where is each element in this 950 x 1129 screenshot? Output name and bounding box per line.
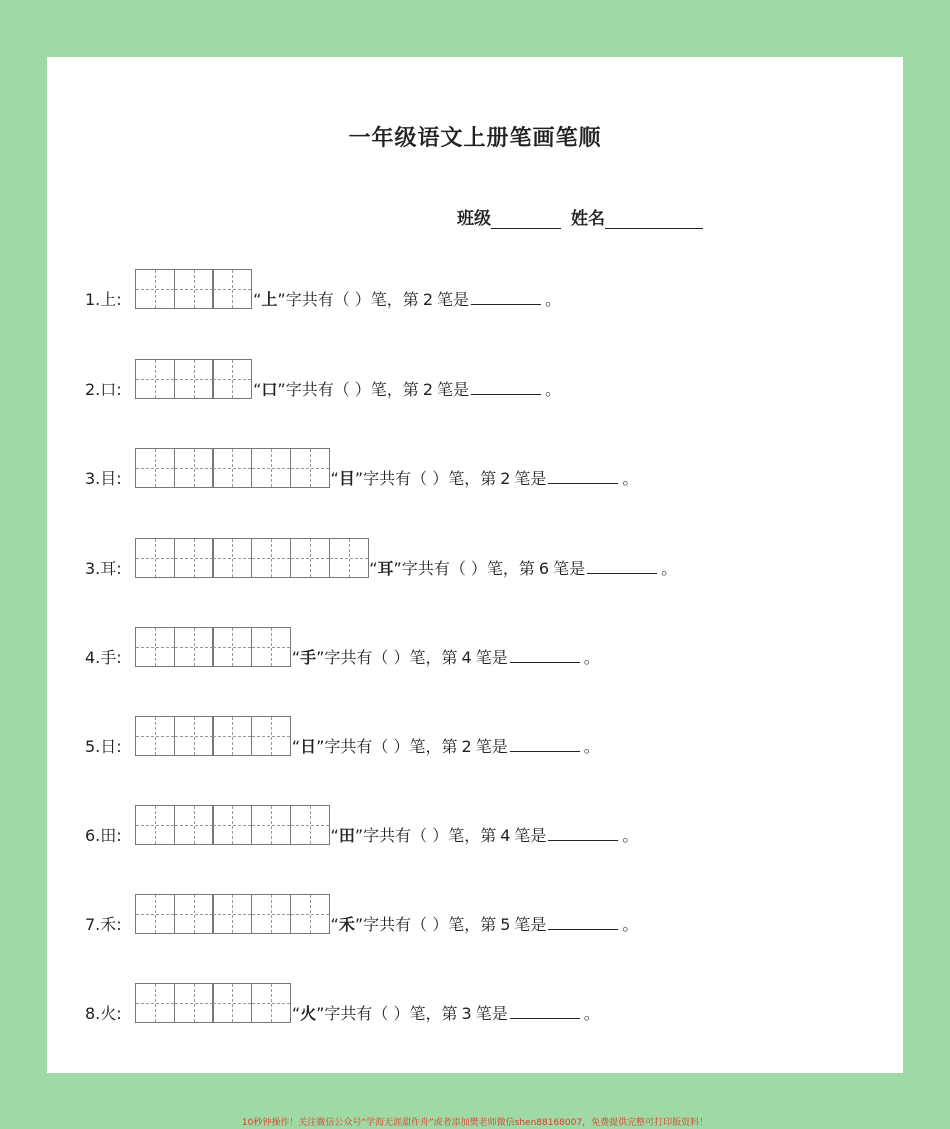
question-row <box>85 357 561 399</box>
question-tail: 笔是 <box>514 826 547 845</box>
period: 。 <box>583 1004 600 1023</box>
question-number: 3. <box>85 469 101 488</box>
question-tail: 笔是 <box>475 1004 508 1023</box>
period: 。 <box>622 915 639 934</box>
writing-grid <box>135 448 329 488</box>
question-text <box>253 290 561 309</box>
tianzige-cell[interactable] <box>212 716 252 756</box>
question-char: 日 <box>100 737 117 756</box>
question-number: 1. <box>85 290 101 309</box>
writing-grid <box>135 894 329 934</box>
question-row <box>85 625 600 667</box>
writing-grid <box>135 538 367 578</box>
question-label: 3.耳: <box>85 559 122 578</box>
answer-blank[interactable] <box>510 737 580 752</box>
stroke-number: 3 <box>461 1004 472 1023</box>
tianzige-cell[interactable] <box>212 359 252 399</box>
open-quote: “ <box>369 559 378 578</box>
period: 。 <box>545 380 562 399</box>
question-tail: 笔是 <box>437 380 470 399</box>
quoted-char: 火 <box>300 1004 317 1023</box>
answer-blank[interactable] <box>548 826 618 841</box>
answer-blank[interactable] <box>471 380 541 395</box>
tianzige-cell[interactable] <box>135 627 175 667</box>
open-quote: “ <box>291 648 301 667</box>
tianzige-cell[interactable] <box>212 269 252 309</box>
question-row <box>85 267 561 309</box>
question-char: 口 <box>100 380 117 399</box>
tianzige-cell[interactable] <box>329 538 369 578</box>
stroke-number: 2 <box>500 469 511 488</box>
tianzige-cell[interactable] <box>251 716 291 756</box>
question-row <box>85 446 638 488</box>
tianzige-cell[interactable] <box>135 269 175 309</box>
tianzige-cell[interactable] <box>290 448 330 488</box>
tianzige-cell[interactable] <box>251 448 291 488</box>
quoted-char: 目 <box>338 469 355 488</box>
question-text <box>331 469 639 488</box>
tianzige-cell[interactable] <box>251 538 291 578</box>
tianzige-cell[interactable] <box>290 805 330 845</box>
open-quote: “ <box>291 1004 301 1023</box>
period: 。 <box>545 290 562 309</box>
open-quote: “ <box>330 469 339 488</box>
tianzige-cell[interactable] <box>290 894 330 934</box>
name-blank[interactable] <box>605 212 703 229</box>
quoted-char: 日 <box>300 737 317 756</box>
question-text <box>331 915 639 934</box>
writing-grid <box>135 359 251 399</box>
question-char: 禾 <box>100 915 117 934</box>
question-row <box>85 892 638 934</box>
quoted-char: 口 <box>261 380 278 399</box>
question-middle: ”字共有（ ）笔，第 <box>316 648 458 667</box>
tianzige-cell[interactable] <box>251 627 291 667</box>
tianzige-cell[interactable] <box>212 983 252 1023</box>
question-tail: 笔是 <box>437 290 470 309</box>
question-char: 手 <box>100 648 117 667</box>
writing-grid <box>135 716 290 756</box>
open-quote: “ <box>253 380 262 399</box>
tianzige-cell[interactable] <box>135 805 175 845</box>
question-middle: ”字共有（ ）笔，第 <box>277 380 419 399</box>
tianzige-cell[interactable] <box>290 538 330 578</box>
answer-blank[interactable] <box>510 1004 580 1019</box>
tianzige-cell[interactable] <box>174 716 214 756</box>
quoted-char: 田 <box>338 826 355 845</box>
question-text <box>369 559 677 578</box>
question-row <box>85 803 638 845</box>
answer-blank[interactable] <box>587 559 657 574</box>
question-text <box>292 648 600 667</box>
tianzige-cell[interactable] <box>251 894 291 934</box>
answer-blank[interactable] <box>510 648 580 663</box>
writing-grid <box>135 627 290 667</box>
open-quote: “ <box>330 826 339 845</box>
question-number: 5. <box>85 737 101 756</box>
question-middle: ”字共有（ ）笔，第 <box>393 559 535 578</box>
tianzige-cell[interactable] <box>212 627 252 667</box>
question-char: 火 <box>100 1004 117 1023</box>
tianzige-cell[interactable] <box>212 805 252 845</box>
answer-blank[interactable] <box>471 290 541 305</box>
question-label: 4.手: <box>85 648 122 667</box>
question-tail: 笔是 <box>475 648 508 667</box>
period: 。 <box>583 648 600 667</box>
open-quote: “ <box>330 915 339 934</box>
worksheet-page <box>47 57 903 1073</box>
question-label: 5.日: <box>85 737 122 756</box>
question-label: 8.火: <box>85 1004 122 1023</box>
question-tail: 笔是 <box>553 559 586 578</box>
quoted-char: 禾 <box>338 915 355 934</box>
tianzige-cell[interactable] <box>174 448 214 488</box>
question-row <box>85 536 677 578</box>
quoted-char: 手 <box>300 648 317 667</box>
question-label: 1.上: <box>85 290 122 309</box>
period: 。 <box>622 469 639 488</box>
question-char: 上 <box>100 290 117 309</box>
question-middle: ”字共有（ ）笔，第 <box>316 1004 458 1023</box>
writing-grid <box>135 805 329 845</box>
stroke-number: 2 <box>422 290 433 309</box>
question-char: 目 <box>100 469 117 488</box>
class-label: 班级 <box>457 209 491 229</box>
student-info <box>457 204 713 229</box>
tianzige-cell[interactable] <box>251 983 291 1023</box>
period: 。 <box>583 737 600 756</box>
tianzige-cell[interactable] <box>174 805 214 845</box>
question-number: 7. <box>85 915 101 934</box>
tianzige-cell[interactable] <box>174 627 214 667</box>
tianzige-cell[interactable] <box>212 894 252 934</box>
writing-grid <box>135 269 251 309</box>
writing-grid <box>135 983 290 1023</box>
question-middle: ”字共有（ ）笔，第 <box>277 290 419 309</box>
question-number: 4. <box>85 648 101 667</box>
question-middle: ”字共有（ ）笔，第 <box>354 826 497 845</box>
name-label: 姓名 <box>571 209 605 229</box>
question-label: 7.禾: <box>85 915 122 934</box>
tianzige-cell[interactable] <box>174 538 214 578</box>
tianzige-cell[interactable] <box>135 716 175 756</box>
footer-notice: 10秒钟操作！关注微信公众号“学海无涯甜作舟”或者添加樊老师微信shen88168007，免费提供完整可打印版资料！ <box>241 1118 709 1128</box>
stroke-number: 6 <box>538 559 550 578</box>
quoted-char: 上 <box>261 290 278 309</box>
question-label: 6.田: <box>85 826 122 845</box>
question-text <box>253 380 561 399</box>
stroke-number: 2 <box>461 737 472 756</box>
class-blank[interactable] <box>491 212 561 229</box>
quoted-char: 耳 <box>377 559 394 578</box>
open-quote: “ <box>253 290 262 309</box>
question-tail: 笔是 <box>514 915 547 934</box>
page-title: 一年级语文上册笔画笔顺 <box>348 126 602 151</box>
question-tail: 笔是 <box>514 469 547 488</box>
question-label: 2.口: <box>85 380 122 399</box>
period: 。 <box>661 559 678 578</box>
question-text <box>292 1004 600 1023</box>
tianzige-cell[interactable] <box>135 359 175 399</box>
answer-blank[interactable] <box>548 915 618 930</box>
question-text <box>331 826 639 845</box>
tianzige-cell[interactable] <box>174 359 214 399</box>
question-number: 8. <box>85 1004 101 1023</box>
question-middle: ”字共有（ ）笔，第 <box>354 469 497 488</box>
tianzige-cell[interactable] <box>251 805 291 845</box>
question-label: 3.目: <box>85 469 122 488</box>
question-char: 耳 <box>100 559 117 578</box>
question-middle: ”字共有（ ）笔，第 <box>316 737 458 756</box>
question-row <box>85 714 600 756</box>
question-number: 3. <box>85 559 101 578</box>
tianzige-cell[interactable] <box>174 269 214 309</box>
question-number: 6. <box>85 826 101 845</box>
question-number: 2. <box>85 380 101 399</box>
period: 。 <box>622 826 639 845</box>
tianzige-cell[interactable] <box>135 448 175 488</box>
stroke-number: 2 <box>422 380 433 399</box>
question-tail: 笔是 <box>475 737 508 756</box>
tianzige-cell[interactable] <box>135 538 175 578</box>
tianzige-cell[interactable] <box>212 448 252 488</box>
tianzige-cell[interactable] <box>174 894 214 934</box>
question-row <box>85 981 600 1023</box>
question-middle: ”字共有（ ）笔，第 <box>354 915 497 934</box>
question-text <box>292 737 600 756</box>
tianzige-cell[interactable] <box>135 894 175 934</box>
stroke-number: 4 <box>500 826 511 845</box>
tianzige-cell[interactable] <box>212 538 252 578</box>
answer-blank[interactable] <box>548 469 618 484</box>
stroke-number: 4 <box>461 648 472 667</box>
question-char: 田 <box>100 826 117 845</box>
open-quote: “ <box>291 737 301 756</box>
tianzige-cell[interactable] <box>135 983 175 1023</box>
stroke-number: 5 <box>500 915 511 934</box>
tianzige-cell[interactable] <box>174 983 214 1023</box>
